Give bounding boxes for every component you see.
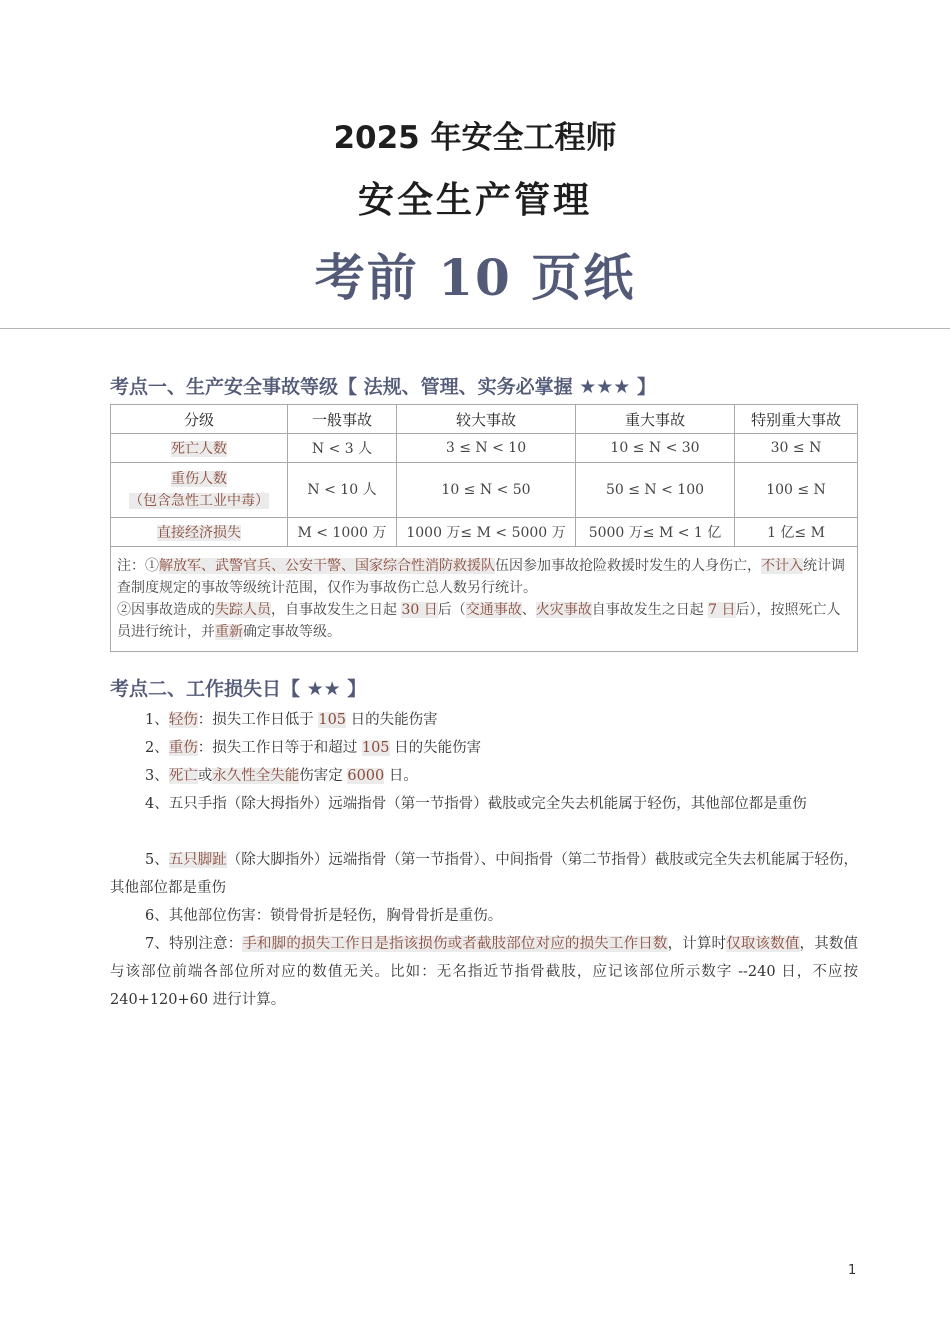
note-text: 确定事故等级。: [243, 624, 341, 640]
table-header: 分级: [111, 405, 288, 434]
table-cell: 3 ≤ N < 10: [397, 434, 576, 463]
item-text: ：损失工作日低于: [197, 712, 319, 728]
note-highlight: 交通事故: [465, 602, 522, 618]
item-text: ，计算时: [667, 936, 727, 952]
item-highlight: 永久性全失能: [212, 768, 300, 784]
item-text: 3、: [145, 768, 169, 784]
table-cell: 1000 万≤ M < 5000 万: [397, 518, 576, 547]
row-label-cell: [111, 463, 288, 518]
note-text: 伍因参加事故抢险救援时发生的人身伤亡，: [495, 558, 761, 574]
row-sublabel: （包含急性工业中毒）: [129, 493, 269, 509]
note-text: 后（: [437, 602, 466, 618]
item-highlight: 轻伤: [168, 712, 198, 728]
note-text: 统计调查制度规定的事故等级统计范围，仅作为事故伤亡总人数另行统计。: [117, 558, 845, 596]
table-note-row: [111, 547, 858, 652]
table-header: 较大事故: [397, 405, 576, 434]
table-header: 特别重大事故: [735, 405, 858, 434]
item-text: 2、: [145, 740, 169, 756]
note-highlight: 火灾事故: [535, 602, 592, 618]
document-title-year: 2025 年安全工程师: [333, 120, 617, 156]
table-row: [111, 463, 858, 518]
table-row: [111, 434, 858, 463]
item-text: ：损失工作日等于和超过: [197, 740, 362, 756]
item-text: ，其数值与该部位前端各部位所对应的数值无关。比如：无名指近节指骨截肢，应记该部位所示数字 --240 日，不应按 240+120+60 进行计算。: [110, 936, 859, 1008]
item-text: 日的失能伤害: [389, 740, 482, 756]
note-highlight: 7 日: [708, 602, 736, 618]
list-item: [110, 790, 858, 818]
item-highlight: 五只脚趾: [168, 852, 227, 868]
table-cell: M < 1000 万: [288, 518, 397, 547]
item-text: 日。: [384, 768, 418, 784]
item-text: 1、: [145, 712, 169, 728]
note-text: ②因事故造成的: [117, 602, 215, 618]
section2-heading: 考点二、工作损失日【 ★★ 】: [110, 678, 367, 700]
table-cell: N < 10 人: [288, 463, 397, 518]
item-text: 或: [197, 768, 213, 784]
note-text: ，自事故发生之日起: [271, 602, 402, 618]
table-cell: 30 ≤ N: [735, 434, 858, 463]
note-paragraph-2: [117, 599, 851, 643]
row-label-cell: [111, 518, 288, 547]
note-paragraph-1: [117, 555, 851, 599]
row-label-cell: [111, 434, 288, 463]
item-highlight: 105: [361, 740, 390, 756]
note-highlight: 不计入: [761, 558, 803, 574]
item-text: 伤害定: [299, 768, 348, 784]
note-highlight: 解放军、武警官兵、公安干警、国家综合性消防救援队: [159, 558, 495, 574]
note-highlight: 失踪人员: [215, 602, 271, 618]
document-title-main: 考前 10 页纸: [314, 248, 636, 307]
item-highlight: 105: [318, 712, 347, 728]
document-title-subject: 安全生产管理: [357, 180, 592, 221]
item-highlight: 仅取该数值: [726, 936, 800, 952]
item-text: （除大脚指外）远端指骨（第一节指骨）、中间指骨（第二节指骨）截肢或完全失去机能属于轻伤，其他部位都是重伤: [110, 852, 858, 896]
table-cell: 1 亿≤ M: [735, 518, 858, 547]
item-text: 日的失能伤害: [346, 712, 438, 728]
accident-grade-table: [110, 404, 858, 652]
list-item: [110, 734, 858, 762]
row-label: 死亡人数: [171, 441, 227, 457]
row-label: 重伤人数: [171, 471, 227, 487]
note-text: 后），按照死亡人员进行统计，并: [117, 602, 841, 640]
item-highlight: 6000: [347, 768, 385, 784]
row-label: 直接经济损失: [157, 525, 241, 541]
item-text: 6、其他部位伤害：锁骨骨折是轻伤，胸骨骨折是重伤。: [145, 908, 503, 924]
table-row: [111, 518, 858, 547]
item-highlight: 手和脚的损失工作日是指该损伤或者截肢部位对应的损失工作日数: [242, 936, 668, 952]
note-text: 注：①: [117, 558, 159, 574]
page-number: 1: [848, 1263, 857, 1278]
list-item: [110, 846, 858, 902]
list-item: [110, 762, 858, 790]
table-cell: 50 ≤ N < 100: [576, 463, 735, 518]
table-cell: 10 ≤ N < 50: [397, 463, 576, 518]
section1-heading: 考点一、生产安全事故等级【 法规、管理、实务必掌握 ★★★ 】: [110, 376, 656, 398]
table-header: 重大事故: [576, 405, 735, 434]
list-item: [110, 706, 858, 734]
note-text: 、: [521, 602, 536, 618]
table-cell: 10 ≤ N < 30: [576, 434, 735, 463]
table-header-row: [111, 405, 858, 434]
item-highlight: 死亡: [168, 768, 198, 784]
table-cell: 100 ≤ N: [735, 463, 858, 518]
table-cell: 5000 万≤ M < 1 亿: [576, 518, 735, 547]
list-item: [110, 930, 858, 1014]
note-highlight: 30 日: [401, 602, 438, 618]
table-cell: N < 3 人: [288, 434, 397, 463]
list-item: [110, 902, 858, 930]
note-highlight: 重新: [215, 624, 243, 640]
item-text: 5、: [145, 852, 169, 868]
header-divider: [0, 328, 950, 329]
item-highlight: 重伤: [168, 740, 198, 756]
table-header: 一般事故: [288, 405, 397, 434]
note-text: 自事故发生之日起: [591, 602, 709, 618]
item-text: 7、特别注意：: [145, 936, 243, 952]
table-note: [111, 547, 858, 652]
item-text: 4、五只手指（除大拇指外）远端指骨（第一节指骨）截肢或完全失去机能属于轻伤，其他部位都是重伤: [145, 796, 807, 812]
